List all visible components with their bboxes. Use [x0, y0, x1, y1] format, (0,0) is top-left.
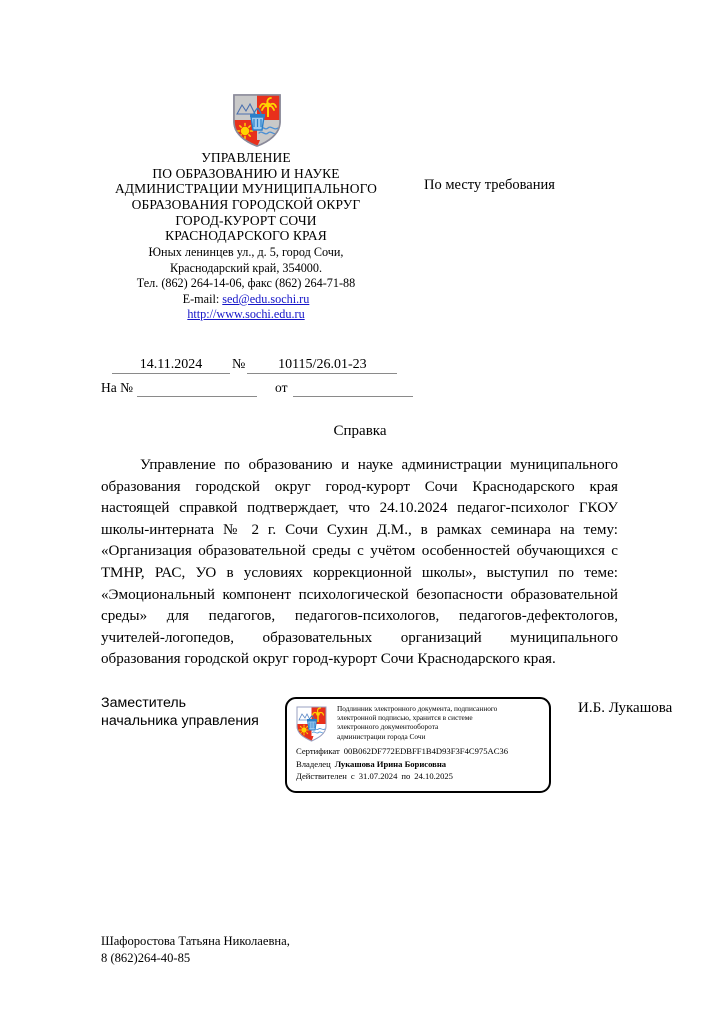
- estamp-owner-value: Лукашова Ирина Борисовна: [334, 758, 447, 769]
- estamp-certificate-value: 00B062DF772EDBFF1B4D93F3F4C975AC36: [343, 746, 509, 756]
- reply-reference-line: [101, 380, 413, 397]
- from-label: от: [275, 380, 288, 395]
- website-link[interactable]: http://www.sochi.edu.ru: [187, 307, 305, 322]
- estamp-owner-row: [296, 758, 549, 771]
- signatory-name: И.Б. Лукашова: [578, 700, 673, 716]
- outgoing-date: 14.11.2024: [112, 356, 230, 374]
- body-text: Управление по образованию и науке администрации муниципального образования городской округ город-курорт Сочи Краснодарского края настоящей справкой подтверждает, что 24.10.2024 педагог-психолог ГКОУ школы-интерната № 2 г. Сочи Сухин Д.М., в рамках семинара на тему: «Организация образовательной среды с учётом особенностей обучающихся с ТМНР, РАС, УО в условиях коррекционной школы», выступил по теме: «Эмоциональный компонент психологической безопасности образовательной среды» для педагогов, педагогов-психологов, педагогов-дефектологов, учителей-логопедов, образовательных организаций муниципального образования городской округ город-курорт Сочи Краснодарского края.: [101, 457, 618, 668]
- org-line-1: УПРАВЛЕНИЕ: [201, 150, 291, 165]
- estamp-note-line-1: Подлинник электронного документа, подписанного: [337, 704, 498, 713]
- estamp-certificate-row: [296, 745, 549, 758]
- executor-phone: 8 (862)264-40-85: [101, 951, 191, 965]
- outgoing-number: 10115/26.01-23: [247, 356, 397, 374]
- org-line-2: ПО ОБРАЗОВАНИЮ И НАУКЕ: [152, 165, 340, 181]
- reply-date-blank: [293, 381, 413, 397]
- estamp-details: [287, 742, 549, 783]
- page-title: Справка: [333, 423, 387, 439]
- number-symbol: №: [232, 357, 246, 372]
- email-link[interactable]: sed@edu.sochi.ru: [222, 291, 310, 306]
- estamp-note-line-3: электронного документооборота: [337, 722, 439, 732]
- organization-contacts: [96, 245, 396, 323]
- addressee: По месту требования: [424, 177, 555, 193]
- estamp-certificate-label: Сертификат: [296, 746, 340, 756]
- estamp-valid-to-label: по: [401, 771, 411, 782]
- estamp-validity-row: [296, 770, 549, 783]
- estamp-note: [337, 704, 497, 741]
- estamp-coat-of-arms-icon: [294, 705, 329, 742]
- organization-name: [96, 150, 396, 244]
- executor-name: Шафоростова Татьяна Николаевна,: [101, 934, 290, 948]
- address-line-2: Краснодарский край, 354000.: [169, 260, 323, 275]
- requisites-line: [112, 356, 397, 374]
- reply-number-blank: [137, 381, 257, 397]
- org-line-3: АДМИНИСТРАЦИИ МУНИЦИПАЛЬНОГО: [114, 181, 378, 197]
- estamp-valid-from: 31.07.2024: [358, 771, 398, 782]
- org-line-4: ОБРАЗОВАНИЯ ГОРОДСКОЙ ОКРУГ: [131, 196, 361, 212]
- signatory-position: [101, 694, 259, 730]
- organization-header: [96, 150, 396, 323]
- estamp-owner-label: Владелец: [296, 758, 331, 769]
- email-line: [96, 292, 396, 308]
- website-line: [96, 307, 396, 323]
- executor-block: [101, 933, 290, 967]
- estamp-valid-to: 24.10.2025: [414, 771, 453, 782]
- coat-of-arms-icon: [228, 92, 286, 148]
- electronic-signature-stamp: [285, 697, 551, 793]
- estamp-note-line-2: электронной подписью, хранится в системе: [337, 713, 473, 723]
- phone-line: Тел. (862) 264-14-06, факс (862) 264-71-88: [136, 276, 356, 291]
- estamp-header: [287, 699, 549, 742]
- estamp-valid-from-label: с: [350, 771, 355, 782]
- email-label: E-mail:: [182, 291, 220, 306]
- org-line-5: ГОРОД-КУРОРТ СОЧИ: [175, 212, 317, 228]
- signatory-position-line-2: начальника управления: [101, 713, 259, 729]
- reply-label: На №: [101, 380, 133, 395]
- org-line-6: КРАСНОДАРСКОГО КРАЯ: [165, 228, 327, 244]
- address-line-1: Юных ленинцев ул., д. 5, город Сочи,: [148, 244, 344, 259]
- signatory-position-line-1: Заместитель: [101, 695, 187, 711]
- estamp-valid-label: Действителен: [296, 771, 347, 782]
- estamp-note-line-4: администрации города Сочи: [337, 731, 426, 741]
